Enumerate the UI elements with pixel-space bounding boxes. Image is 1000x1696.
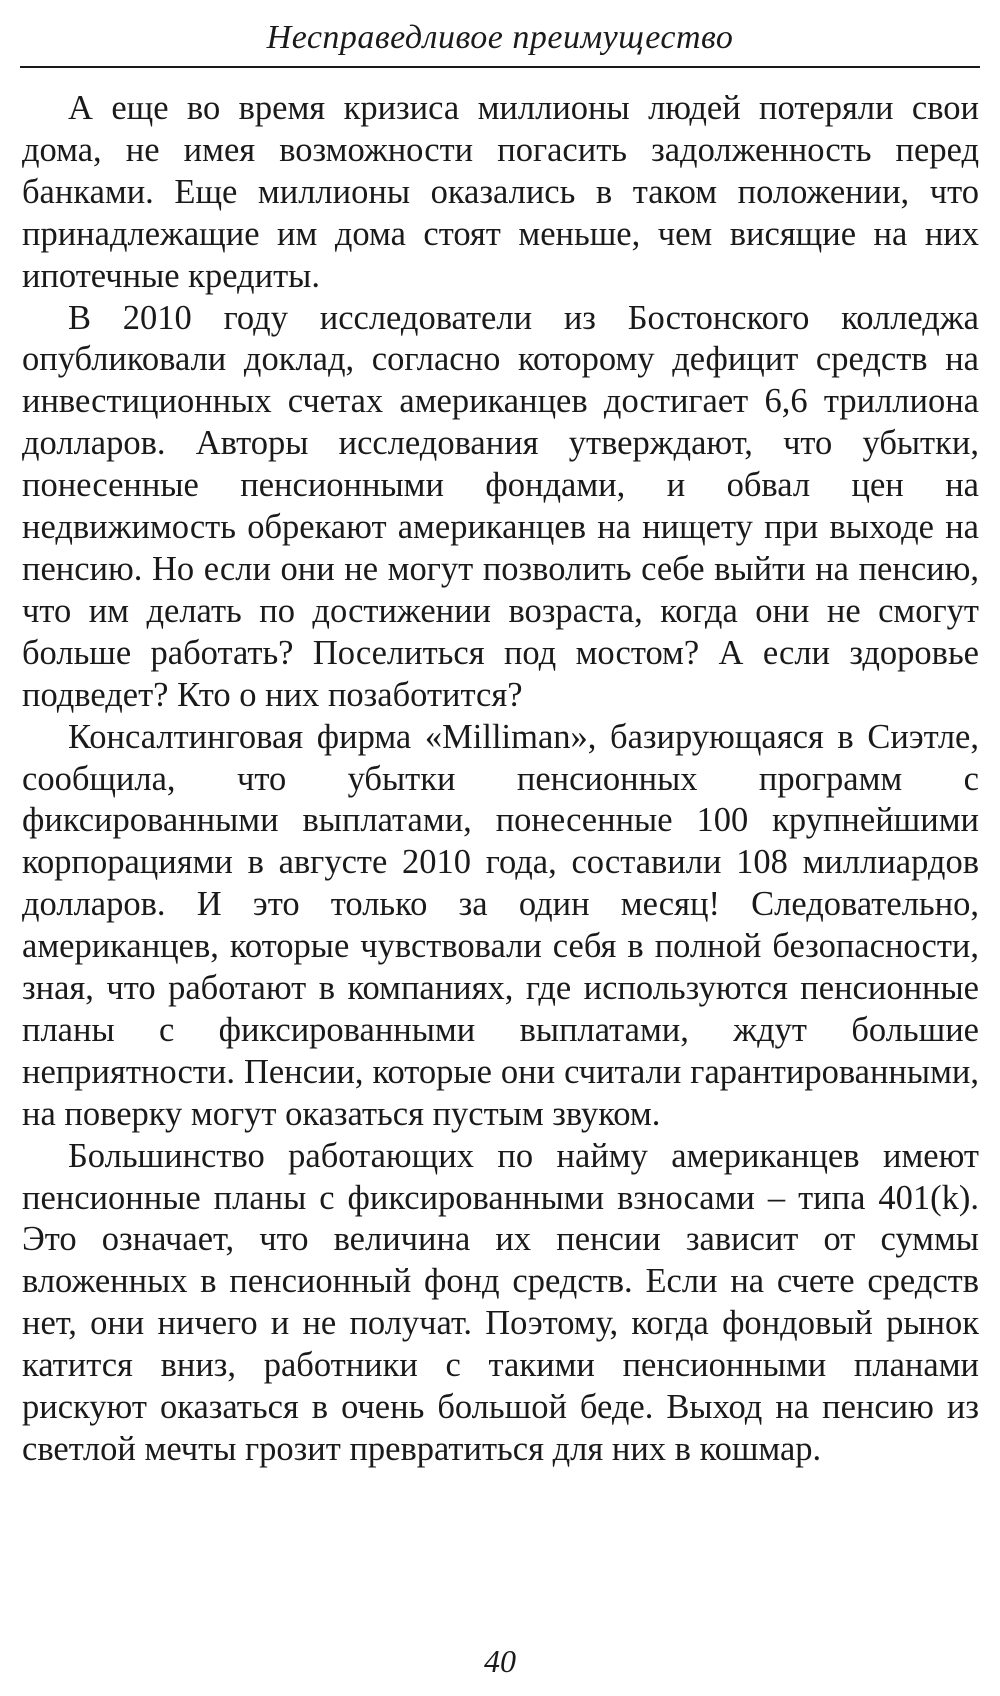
page-number: 40	[484, 1643, 516, 1679]
paragraph-2: В 2010 году исследователи из Бостонского колледжа опубликовали доклад, согласно которому дефицит средств на инвестиционных счетах американцев достигает 6,6 триллиона долларов. Авторы исследования утверждают, что убытки, понесенные пенсионными фондами, и обвал цен на недвижимость обрекают американцев на нищету при выходе на пенсию. Но если они не могут позволить себе выйти на пенсию, что им делать по достижении возраста, когда они не смогут больше работать? Поселиться под мостом? А если здоровье подведет? Кто о них позаботится?	[22, 298, 979, 714]
paragraph-3: Консалтинговая фирма «Milliman», базирующаяся в Сиэтле, сообщила, что убытки пенсионных программ с фиксированными выплатами, понесенные 100 крупнейшими корпорациями в августе 2010 года, составили 108 миллиардов долларов. И это только за один месяц! Следовательно, американцев, которые чувствовали себя в полной безопасности, зная, что работают в компаниях, где используются пенсионные планы с фиксированными выплатами, ждут большие неприятности. Пенсии, которые они считали гарантированными, на поверку могут оказаться пустым звуком.	[22, 717, 979, 1133]
paragraph-4: Большинство работающих по найму американцев имеют пенсионные планы с фиксированными взносами – типа 401(k). Это означает, что величина их пенсии зависит от суммы вложенных в пенсионный фонд средств. Если на счете средств нет, они ничего и не получат. Поэтому, когда фондовый рынок катится вниз, работники с такими пенсионными планами рискуют оказаться в очень большой беде. Выход на пенсию из светлой мечты грозит превратиться для них в кошмар.	[22, 1136, 979, 1468]
header-rule	[20, 66, 980, 68]
body-text	[22, 88, 979, 1471]
running-head: Несправедливое преимущество	[266, 19, 734, 56]
paragraph-1: А еще во время кризиса миллионы людей потеряли свои дома, не имея возможности погасить задолженность перед банками. Еще миллионы оказались в таком положении, что принадлежащие им дома стоят меньше, чем висящие на них ипотечные кредиты.	[22, 89, 979, 295]
